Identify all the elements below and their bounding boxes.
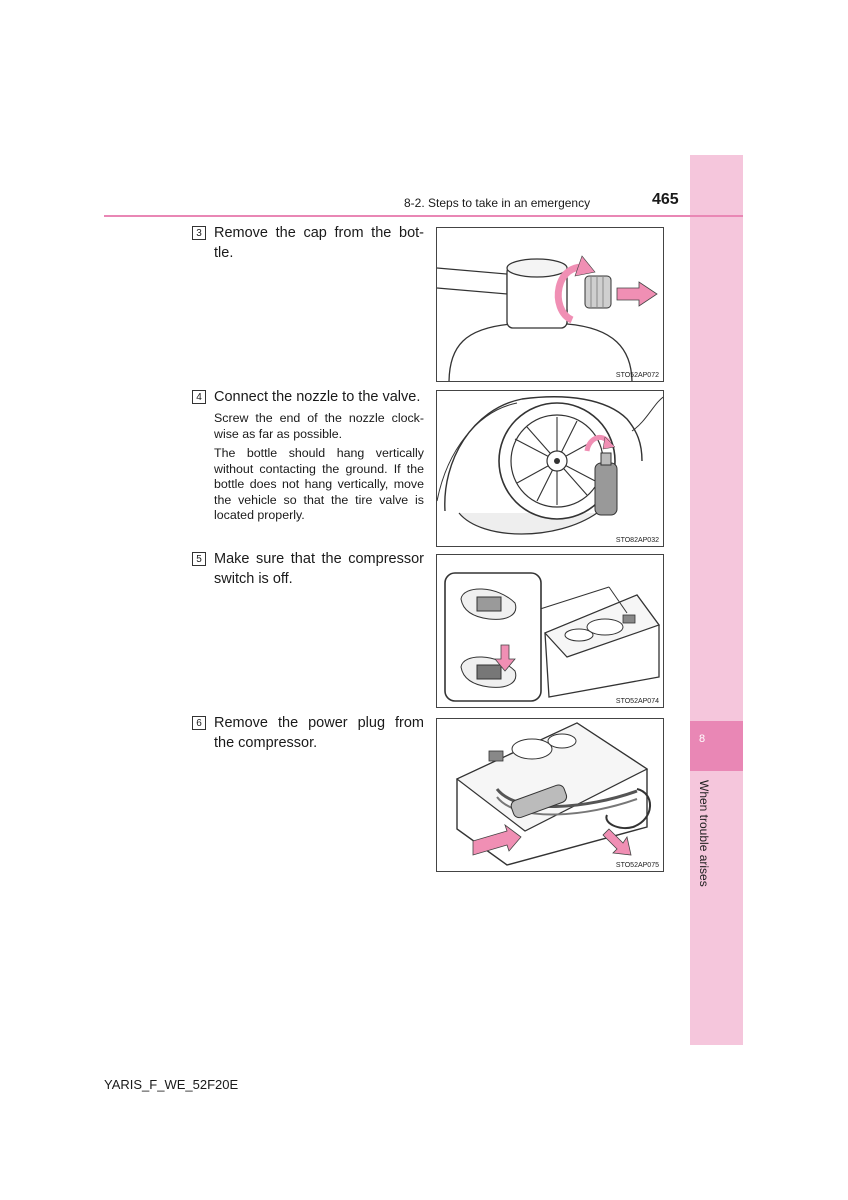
compressor-plug-illustration (437, 719, 664, 872)
figure-code: STO52AP072 (615, 372, 659, 379)
step-4 (192, 387, 424, 524)
step-number-badge: 5 (192, 552, 206, 566)
chapter-label: When trouble arises (697, 780, 711, 887)
figure-connect-nozzle (436, 390, 664, 547)
wheel-nozzle-illustration (437, 391, 664, 547)
section-title: 8-2. Steps to take in an emergency (404, 196, 591, 210)
step-note: The bottle should hang vertically without contacting the ground. If the bottle does not hang vertically, move the vehicle so that the tire valve is located properly. (214, 446, 424, 522)
document-code: YARIS_F_WE_52F20E (104, 1077, 239, 1092)
figure-code: STO52AP075 (615, 862, 659, 869)
bottle-cap-illustration (437, 228, 664, 382)
figure-remove-plug (436, 718, 664, 872)
step-number-badge: 3 (192, 226, 206, 240)
step-title: Connect the nozzle to the valve. (214, 389, 421, 405)
step-number-badge: 4 (192, 390, 206, 404)
step-number-badge: 6 (192, 716, 206, 730)
figure-code: STO52AP074 (615, 698, 659, 705)
chapter-number: 8 (699, 733, 706, 745)
figure-switch-off (436, 554, 664, 708)
step-3 (192, 223, 424, 263)
step-5 (192, 549, 424, 589)
step-note: Screw the end of the nozzle clock-wise as far as possible. (214, 411, 424, 441)
step-title: Remove the cap from the bot-tle. (214, 225, 424, 261)
step-title: Remove the power plug from the compressor. (214, 715, 424, 751)
step-title: Make sure that the compressor switch is off. (214, 551, 424, 587)
figure-code: STO82AP032 (615, 537, 659, 544)
compressor-switch-illustration (437, 555, 664, 708)
chapter-tab-active (690, 721, 743, 771)
header-rule (104, 215, 743, 217)
step-6 (192, 713, 424, 753)
figure-remove-cap (436, 227, 664, 382)
chapter-side-tab (690, 155, 743, 1045)
page-number: 465 (652, 191, 679, 208)
